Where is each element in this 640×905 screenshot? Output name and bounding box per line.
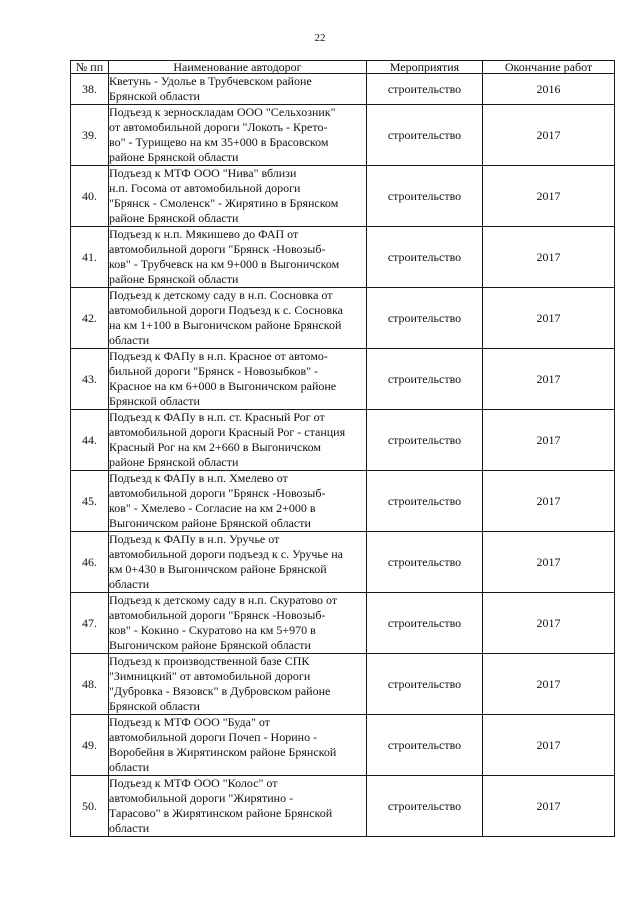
table-row (71, 166, 615, 227)
row-number: 50. (71, 776, 109, 837)
road-name: Подъезд к ФАПу в н.п. Уручье от автомобильной дороги подъезд к с. Уручье на км 0+430 в Выгоничском районе Брянской области (109, 532, 367, 593)
activity: строительство (367, 715, 483, 776)
activity: строительство (367, 532, 483, 593)
road-name: Подъезд к ФАПу в н.п. Красное от автомо- бильной дороги "Брянск - Новозыбков" - Красное на км 6+000 в Выгоничском районе Брянской области (109, 349, 367, 410)
completion-year: 2017 (483, 166, 615, 227)
table-row (71, 105, 615, 166)
completion-year: 2016 (483, 74, 615, 105)
road-name: Подъезд к ФАПу в н.п. ст. Красный Рог от автомобильной дороги Красный Рог - станция Красный Рог на км 2+660 в Выгоничском районе Брянской области (109, 410, 367, 471)
completion-year: 2017 (483, 776, 615, 837)
road-name: Подъезд к МТФ ООО "Буда" от автомобильной дороги Почеп - Норино - Воробейня в Жирятинском районе Брянской области (109, 715, 367, 776)
header-activity: Мероприятия (367, 61, 483, 74)
completion-year: 2017 (483, 654, 615, 715)
road-name: Подъезд к н.п. Мякишево до ФАП от автомобильной дороги "Брянск -Новозыб- ков" - Трубчевск на км 9+000 в Выгоничском районе Брянской области (109, 227, 367, 288)
table-row (71, 654, 615, 715)
row-number: 45. (71, 471, 109, 532)
road-name: Подъезд к ФАПу в н.п. Хмелево от автомобильной дороги "Брянск -Новозыб- ков" - Хмелево - Согласие на км 2+000 в Выгоничском районе Брянской области (109, 471, 367, 532)
table-row (71, 471, 615, 532)
completion-year: 2017 (483, 471, 615, 532)
table-row (71, 227, 615, 288)
row-number: 38. (71, 74, 109, 105)
road-name: Подъезд к детскому саду в н.п. Скуратово от автомобильной дороги "Брянск -Новозыб- ков" - Кокино - Скуратово на км 5+970 в Выгоничском районе Брянской области (109, 593, 367, 654)
road-name: Подъезд к зерноскладам ООО "Сельхозник" от автомобильной дороги "Локоть - Крето- во" - Турищево на км 35+000 в Брасовском районе Брянской области (109, 105, 367, 166)
table-row (71, 288, 615, 349)
activity: строительство (367, 288, 483, 349)
row-number: 46. (71, 532, 109, 593)
row-number: 43. (71, 349, 109, 410)
header-completion: Окончание работ (483, 61, 615, 74)
activity: строительство (367, 227, 483, 288)
completion-year: 2017 (483, 227, 615, 288)
activity: строительство (367, 349, 483, 410)
activity: строительство (367, 105, 483, 166)
table-row (71, 532, 615, 593)
completion-year: 2017 (483, 410, 615, 471)
activity: строительство (367, 166, 483, 227)
table-row (71, 74, 615, 105)
road-name: Подъезд к МТФ ООО "Колос" от автомобильной дороги "Жирятино - Тарасово" в Жирятинском районе Брянской области (109, 776, 367, 837)
table-row (71, 410, 615, 471)
row-number: 48. (71, 654, 109, 715)
activity: строительство (367, 74, 483, 105)
road-name: Подъезд к производственной базе СПК "Зимницкий" от автомобильной дороги "Дубровка - Вязовск" в Дубровском районе Брянской области (109, 654, 367, 715)
road-name: Кветунь - Удолье в Трубчевском районе Брянской области (109, 74, 367, 105)
completion-year: 2017 (483, 715, 615, 776)
table-row (71, 593, 615, 654)
completion-year: 2017 (483, 349, 615, 410)
row-number: 49. (71, 715, 109, 776)
table-row (71, 715, 615, 776)
completion-year: 2017 (483, 593, 615, 654)
completion-year: 2017 (483, 288, 615, 349)
row-number: 44. (71, 410, 109, 471)
road-name: Подъезд к детскому саду в н.п. Сосновка от автомобильной дороги Подъезд к с. Сосновка на км 1+100 в Выгоничском районе Брянской области (109, 288, 367, 349)
roads-table (70, 60, 615, 837)
activity: строительство (367, 654, 483, 715)
table-row (71, 776, 615, 837)
activity: строительство (367, 776, 483, 837)
activity: строительство (367, 593, 483, 654)
page-number: 22 (314, 32, 326, 44)
row-number: 42. (71, 288, 109, 349)
row-number: 41. (71, 227, 109, 288)
activity: строительство (367, 410, 483, 471)
header-num: № пп (71, 61, 109, 74)
activity: строительство (367, 471, 483, 532)
header-road-name: Наименование автодорог (109, 61, 367, 74)
row-number: 40. (71, 166, 109, 227)
row-number: 47. (71, 593, 109, 654)
completion-year: 2017 (483, 105, 615, 166)
road-name: Подъезд к МТФ ООО "Нива" вблизи н.п. Госома от автомобильной дороги "Брянск - Смоленск" - Жирятино в Брянском районе Брянской области (109, 166, 367, 227)
row-number: 39. (71, 105, 109, 166)
completion-year: 2017 (483, 532, 615, 593)
table-header-row (71, 61, 615, 74)
table-row (71, 349, 615, 410)
